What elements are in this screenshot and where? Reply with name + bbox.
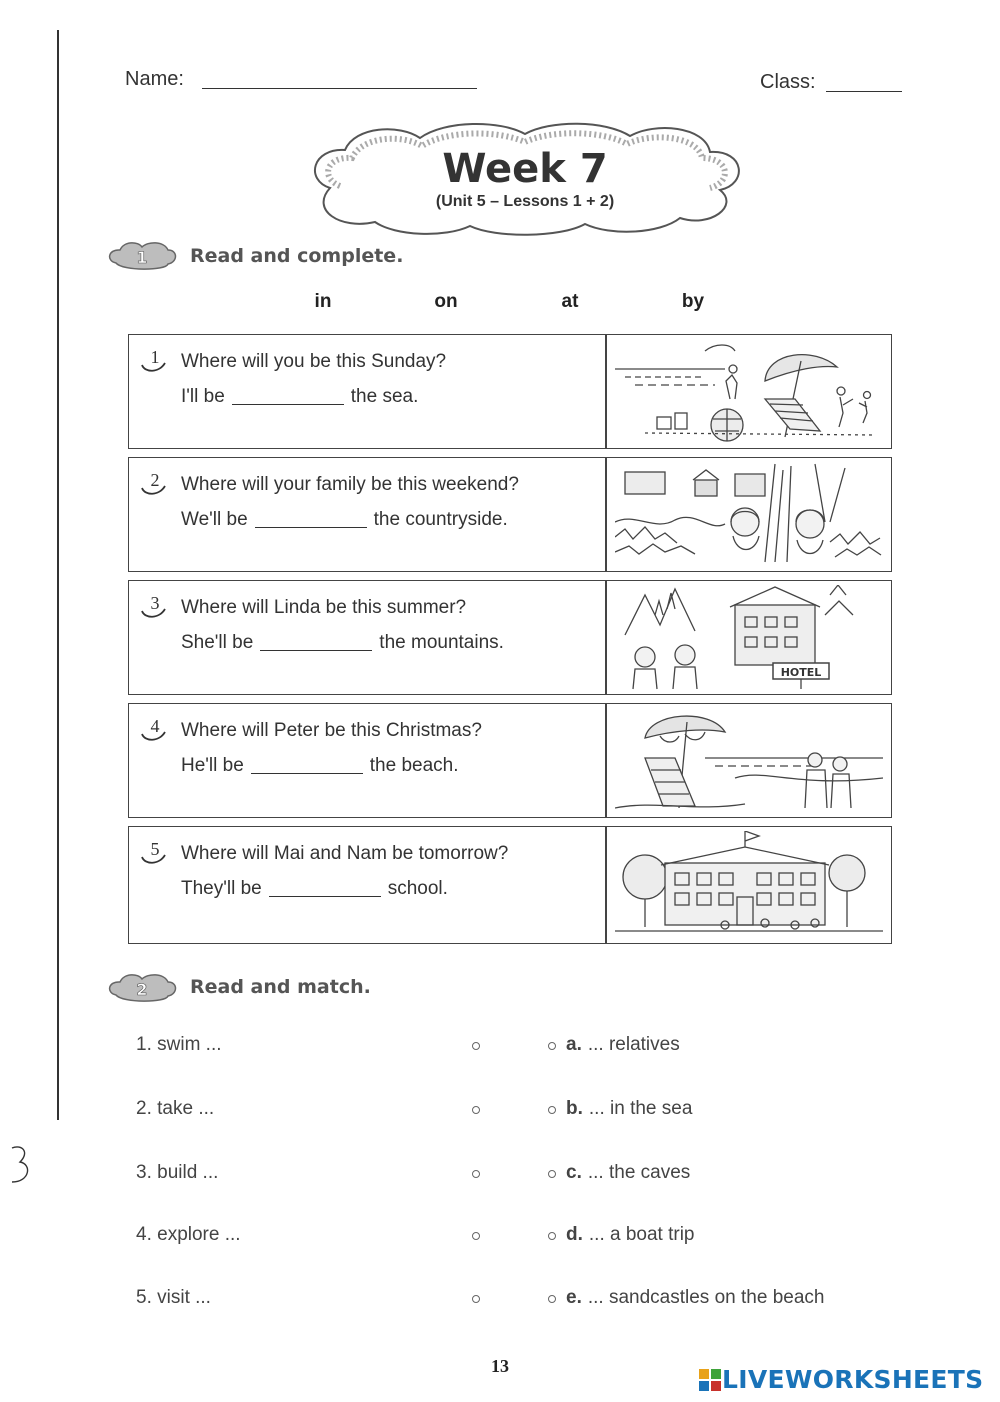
match-dot-right-c[interactable]	[548, 1170, 556, 1178]
beach-chair-picture	[615, 708, 883, 813]
question-text-4: Where will Peter be this Christmas?	[181, 720, 482, 741]
liveworksheets-logo-icon	[698, 1368, 722, 1394]
section-1-title: Read and complete.	[190, 245, 404, 267]
countryside-picture	[615, 462, 883, 567]
answer-blank-5[interactable]	[269, 896, 381, 897]
question-number-4	[139, 714, 169, 744]
class-label: Class:	[760, 71, 816, 93]
question-number-5	[139, 837, 169, 867]
answer-prefix-4: He'll be	[181, 755, 244, 776]
match-left-5: 5. visit ...	[136, 1287, 211, 1308]
question-number-2	[139, 468, 169, 498]
section-2-number: 2	[136, 980, 148, 999]
margin-line	[57, 30, 59, 1120]
word-bank-at: at	[561, 291, 579, 312]
question-number-3	[139, 591, 169, 621]
question-text-3: Where will Linda be this summer?	[181, 597, 467, 618]
match-dot-right-a[interactable]	[548, 1042, 556, 1050]
match-text-a: ... relatives	[587, 1034, 680, 1055]
svg-text:5: 5	[150, 839, 160, 859]
match-dot-right-e[interactable]	[548, 1295, 556, 1303]
section-1-badge	[106, 241, 178, 271]
beach-umbrella-picture	[615, 339, 883, 444]
answer-blank-3[interactable]	[260, 650, 372, 651]
question-box-2	[128, 457, 892, 572]
answer-blank-4[interactable]	[251, 773, 363, 774]
answer-blank-1[interactable]	[232, 404, 344, 405]
hotel-sign: HOTEL	[780, 666, 822, 679]
question-text-2: Where will your family be this weekend?	[181, 474, 519, 495]
match-text-c: ... the caves	[587, 1162, 691, 1183]
question-text-1: Where will you be this Sunday?	[181, 351, 447, 372]
match-right-a	[566, 1034, 680, 1056]
liveworksheets-brand: LIVEWORKSHEETS	[722, 1365, 984, 1394]
match-left-3: 3. build ...	[136, 1162, 219, 1183]
match-text-e: ... sandcastles on the beach	[587, 1287, 825, 1308]
handwritten-mark	[8, 1142, 38, 1188]
match-dot-left-1[interactable]	[472, 1042, 480, 1050]
match-letter-b: b.	[566, 1098, 583, 1119]
week-title: Week 7	[442, 146, 608, 192]
match-text-b: ... in the sea	[588, 1098, 693, 1119]
match-letter-a: a.	[566, 1034, 582, 1055]
answer-suffix-2: the countryside.	[373, 509, 508, 530]
match-right-d	[566, 1224, 695, 1246]
answer-prefix-2: We'll be	[181, 509, 248, 530]
week-subtitle: (Unit 5 – Lessons 1 + 2)	[435, 193, 615, 210]
match-letter-c: c.	[566, 1162, 582, 1183]
svg-text:3: 3	[150, 593, 160, 613]
answer-suffix-5: school.	[387, 878, 448, 899]
match-letter-d: d.	[566, 1224, 583, 1245]
answer-prefix-5: They'll be	[181, 878, 262, 899]
question-number-1	[139, 345, 169, 375]
school-building-picture	[615, 831, 883, 936]
question-text-5: Where will Mai and Nam be tomorrow?	[181, 843, 509, 864]
section-2-badge	[106, 973, 178, 1003]
match-right-e	[566, 1287, 824, 1309]
match-text-d: ... a boat trip	[588, 1224, 695, 1245]
answer-suffix-1: the sea.	[350, 386, 419, 407]
section-1-number: 1	[136, 248, 148, 267]
question-box-1	[128, 334, 892, 449]
mountain-hotel-picture	[615, 585, 883, 690]
svg-text:2: 2	[150, 470, 160, 490]
match-dot-right-b[interactable]	[548, 1106, 556, 1114]
match-dot-left-4[interactable]	[472, 1232, 480, 1240]
match-right-c	[566, 1162, 690, 1184]
answer-suffix-4: the beach.	[369, 755, 459, 776]
word-bank-by: by	[681, 291, 705, 312]
match-left-2: 2. take ...	[136, 1098, 215, 1119]
svg-text:4: 4	[150, 716, 160, 736]
question-box-5	[128, 826, 892, 944]
match-dot-left-3[interactable]	[472, 1170, 480, 1178]
name-field[interactable]	[202, 88, 477, 89]
match-dot-left-2[interactable]	[472, 1106, 480, 1114]
word-bank-in: in	[314, 291, 332, 312]
match-letter-e: e.	[566, 1287, 582, 1308]
question-box-3	[128, 580, 892, 695]
answer-prefix-3: She'll be	[181, 632, 254, 653]
match-right-b	[566, 1098, 692, 1120]
match-dot-right-d[interactable]	[548, 1232, 556, 1240]
section-2-title: Read and match.	[190, 976, 371, 998]
answer-blank-2[interactable]	[255, 527, 367, 528]
match-left-1: 1. swim ...	[136, 1034, 222, 1055]
answer-prefix-1: I'll be	[181, 386, 225, 407]
answer-suffix-3: the mountains.	[379, 632, 504, 653]
class-field[interactable]	[826, 91, 902, 92]
svg-text:1: 1	[150, 347, 160, 367]
word-bank-on: on	[434, 291, 458, 312]
page-number: 13	[491, 1356, 509, 1376]
match-dot-left-5[interactable]	[472, 1295, 480, 1303]
question-box-4	[128, 703, 892, 818]
match-left-4: 4. explore ...	[136, 1224, 241, 1245]
name-label: Name:	[125, 68, 184, 90]
